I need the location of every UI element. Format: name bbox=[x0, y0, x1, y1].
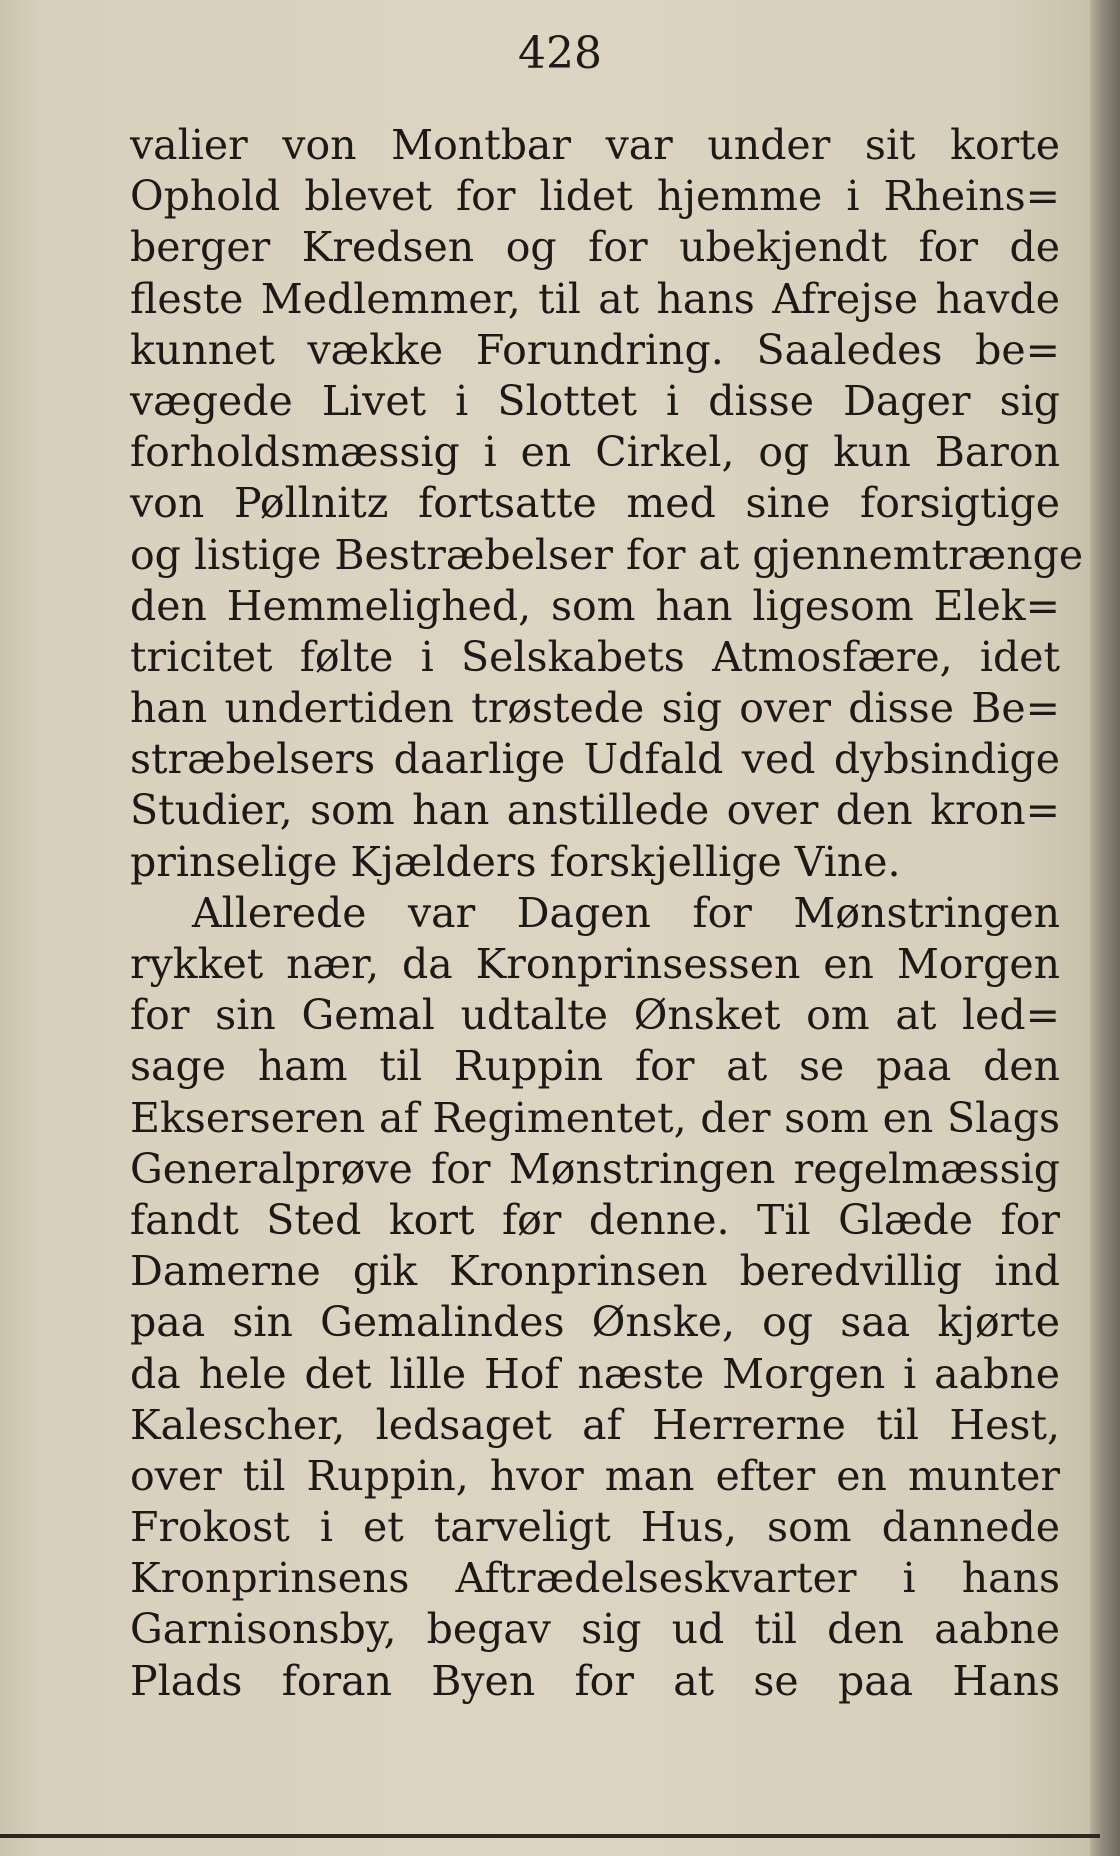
body-text bbox=[130, 120, 1084, 1707]
text-line: prinselige Kjælders forskjellige Vine. bbox=[130, 837, 901, 886]
text-line: og listige Bestræbelser for at gjennemtrænge bbox=[130, 530, 1084, 579]
text-line: han undertiden trøstede sig over disse Be= bbox=[130, 684, 1060, 733]
text-line: Kronprinsens Aftrædelseskvarter i hans bbox=[130, 1554, 1060, 1603]
text-line: berger Kredsen og for ubekjendt for de bbox=[130, 223, 1060, 272]
text-line: Generalprøve for Mønstringen regelmæssig bbox=[130, 1144, 1060, 1193]
text-line: von Pøllnitz fortsatte med sine forsigtige bbox=[130, 479, 1060, 528]
text-line: Studier, som han anstillede over den kron= bbox=[130, 786, 1060, 835]
text-line: tricitet følte i Selskabets Atmosfære, idet bbox=[130, 632, 1060, 681]
text-line: for sin Gemal udtalte Ønsket om at led= bbox=[130, 991, 1060, 1040]
text-line: stræbelsers daarlige Udfald ved dybsindige bbox=[130, 735, 1060, 784]
text-line: forholdsmæssig i en Cirkel, og kun Baron bbox=[130, 428, 1060, 477]
text-line: sage ham til Ruppin for at se paa den bbox=[130, 1042, 1060, 1091]
text-line: Ophold blevet for lidet hjemme i Rheins= bbox=[130, 172, 1060, 221]
text-line: Kalescher, ledsaget af Herrerne til Hest, bbox=[130, 1400, 1060, 1449]
text-line: da hele det lille Hof næste Morgen i aabne bbox=[130, 1349, 1060, 1398]
text-line: over til Ruppin, hvor man efter en munter bbox=[130, 1451, 1060, 1500]
text-line: Eksersеren af Regimentet, der som en Slags bbox=[130, 1093, 1060, 1142]
text-line: Frokost i et tarveligt Hus, som dannede bbox=[130, 1503, 1060, 1552]
text-line: Garnisonsby, begav sig ud til den aabne bbox=[130, 1605, 1060, 1654]
text-line: valier von Montbar var under sit korte bbox=[130, 121, 1060, 169]
text-line: Damerne gik Kronprinsen beredvillig ind bbox=[130, 1247, 1060, 1296]
text-line: fandt Sted kort før denne. Til Glæde for bbox=[130, 1195, 1060, 1244]
text-line: Plads foran Byen for at se paa Hans bbox=[130, 1656, 1060, 1705]
text-line: kunnet vække Forundring. Saaledes be= bbox=[130, 325, 1060, 374]
page-number: 428 bbox=[518, 28, 602, 79]
text-line: paa sin Gemalindes Ønske, og saa kjørte bbox=[130, 1298, 1060, 1347]
text-line: fleste Medlemmer, til at hans Afrejse havde bbox=[130, 274, 1060, 323]
text-line: den Hemmelighed, som han ligesom Elek= bbox=[130, 581, 1060, 630]
text-line: vægede Livet i Slottet i disse Dager sig bbox=[130, 376, 1060, 425]
page-edge bbox=[1090, 0, 1120, 1856]
text-line: Allerede var Dagen for Mønstringen bbox=[192, 888, 1060, 937]
bottom-rule bbox=[0, 1834, 1100, 1838]
text-line: rykket nær, da Kronprinsessen en Morgen bbox=[130, 940, 1060, 988]
